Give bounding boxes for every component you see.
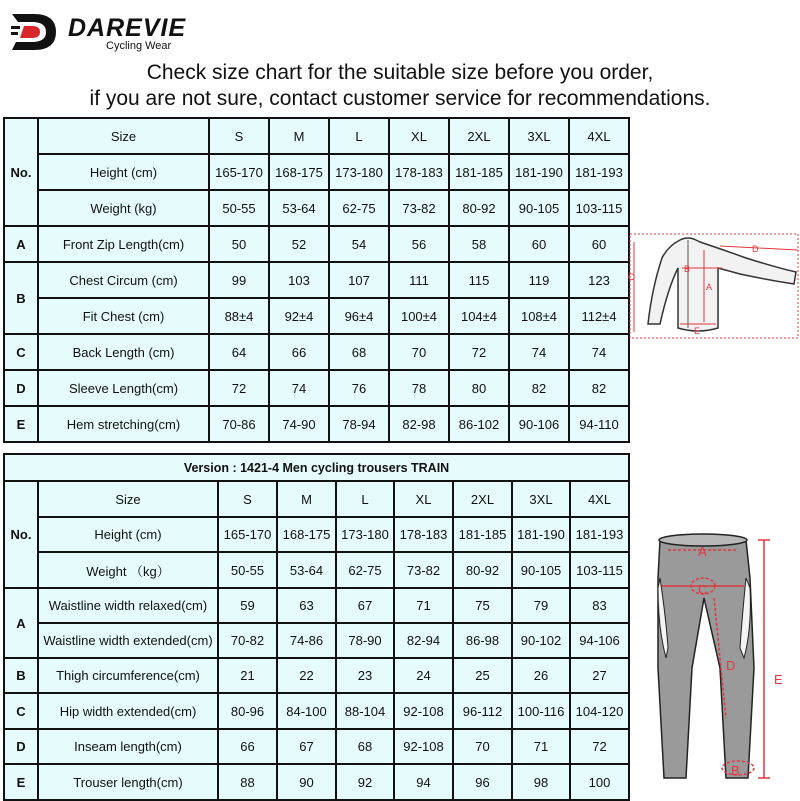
value-cell: 54 bbox=[329, 226, 389, 262]
value-cell: 82 bbox=[509, 370, 569, 406]
value-cell: 67 bbox=[277, 729, 336, 764]
value-cell: 52 bbox=[269, 226, 329, 262]
value-cell: 100-116 bbox=[512, 693, 570, 729]
measure-row-a bbox=[4, 226, 629, 262]
row-label: Waistline width relaxed(cm) bbox=[38, 588, 218, 623]
value-cell: 80-96 bbox=[218, 693, 277, 729]
measure-row-c bbox=[4, 693, 629, 729]
brand-logo bbox=[10, 10, 210, 56]
size-cell: S bbox=[218, 481, 277, 517]
value-cell: 104±4 bbox=[449, 298, 509, 334]
value-cell: 168-175 bbox=[277, 517, 336, 552]
size-cell: M bbox=[277, 481, 336, 517]
value-cell: 173-180 bbox=[329, 154, 389, 190]
value-cell: 178-183 bbox=[394, 517, 453, 552]
value-cell: 98 bbox=[512, 764, 570, 800]
trouser-label-b: B bbox=[731, 763, 740, 778]
value-cell: 181-193 bbox=[569, 154, 629, 190]
value-cell: 58 bbox=[449, 226, 509, 262]
value-cell: 96 bbox=[453, 764, 512, 800]
value-cell: 76 bbox=[329, 370, 389, 406]
value-cell: 82-98 bbox=[389, 406, 449, 442]
row-label: Hem stretching(cm) bbox=[38, 406, 209, 442]
value-cell: 80 bbox=[449, 370, 509, 406]
value-cell: 90-105 bbox=[509, 190, 569, 226]
value-cell: 103-115 bbox=[570, 552, 629, 588]
measure-row-a2 bbox=[4, 623, 629, 658]
value-cell: 92-108 bbox=[394, 729, 453, 764]
value-cell: 90 bbox=[277, 764, 336, 800]
value-cell: 74 bbox=[509, 334, 569, 370]
value-cell: 86-98 bbox=[453, 623, 512, 658]
row-label: Trouser length(cm) bbox=[38, 764, 218, 800]
value-cell: 78-94 bbox=[329, 406, 389, 442]
row-label: Front Zip Length(cm) bbox=[38, 226, 209, 262]
value-cell: 73-82 bbox=[389, 190, 449, 226]
measure-row-a1 bbox=[4, 588, 629, 623]
measure-row-b1 bbox=[4, 262, 629, 298]
trouser-label-c: C bbox=[698, 582, 708, 597]
value-cell: 70-82 bbox=[218, 623, 277, 658]
value-cell: 123 bbox=[569, 262, 629, 298]
value-cell: 181-190 bbox=[509, 154, 569, 190]
row-key: B bbox=[4, 658, 38, 693]
measure-row-d bbox=[4, 370, 629, 406]
value-cell: 68 bbox=[336, 729, 394, 764]
value-cell: 115 bbox=[449, 262, 509, 298]
size-header-row bbox=[4, 118, 629, 154]
row-label: Sleeve Length(cm) bbox=[38, 370, 209, 406]
trouser-label-e: E bbox=[774, 672, 783, 687]
value-cell: 74 bbox=[269, 370, 329, 406]
value-cell: 74 bbox=[569, 334, 629, 370]
value-cell: 71 bbox=[394, 588, 453, 623]
row-label: Height (cm) bbox=[38, 154, 209, 190]
jersey-label-a: A bbox=[706, 282, 713, 292]
value-cell: 23 bbox=[336, 658, 394, 693]
value-cell: 181-185 bbox=[449, 154, 509, 190]
measure-row-b2 bbox=[4, 298, 629, 334]
value-cell: 59 bbox=[218, 588, 277, 623]
trouser-diagram-icon bbox=[628, 528, 800, 800]
value-cell: 63 bbox=[277, 588, 336, 623]
value-cell: 181-185 bbox=[453, 517, 512, 552]
value-cell: 62-75 bbox=[329, 190, 389, 226]
value-cell: 92-108 bbox=[394, 693, 453, 729]
logo-mark-icon bbox=[10, 10, 64, 54]
value-cell: 82-94 bbox=[394, 623, 453, 658]
jersey-size-table bbox=[3, 117, 630, 443]
value-cell: 73-82 bbox=[394, 552, 453, 588]
value-cell: 181-190 bbox=[512, 517, 570, 552]
row-label: Inseam length(cm) bbox=[38, 729, 218, 764]
size-header-row bbox=[4, 481, 629, 517]
jersey-label-d: D bbox=[752, 244, 759, 254]
value-cell: 72 bbox=[209, 370, 269, 406]
value-cell: 72 bbox=[449, 334, 509, 370]
value-cell: 27 bbox=[570, 658, 629, 693]
row-label: Height (cm) bbox=[38, 517, 218, 552]
no-label: No. bbox=[4, 118, 38, 226]
version-row bbox=[4, 454, 629, 481]
value-cell: 83 bbox=[570, 588, 629, 623]
jersey-diagram-icon bbox=[628, 228, 800, 340]
value-cell: 92 bbox=[336, 764, 394, 800]
value-cell: 165-170 bbox=[218, 517, 277, 552]
row-label: Thigh circumference(cm) bbox=[38, 658, 218, 693]
value-cell: 78-90 bbox=[336, 623, 394, 658]
value-cell: 112±4 bbox=[569, 298, 629, 334]
value-cell: 60 bbox=[509, 226, 569, 262]
value-cell: 68 bbox=[329, 334, 389, 370]
value-cell: 94 bbox=[394, 764, 453, 800]
value-cell: 96±4 bbox=[329, 298, 389, 334]
value-cell: 50-55 bbox=[218, 552, 277, 588]
jersey-label-b: B bbox=[684, 264, 691, 274]
jersey-label-c: C bbox=[628, 272, 635, 282]
trouser-label-d: D bbox=[726, 658, 736, 673]
size-cell: 3XL bbox=[509, 118, 569, 154]
size-cell: XL bbox=[394, 481, 453, 517]
value-cell: 168-175 bbox=[269, 154, 329, 190]
trouser-label-a: A bbox=[698, 544, 707, 559]
jersey-label-e: E bbox=[694, 326, 701, 336]
weight-row bbox=[4, 190, 629, 226]
measure-row-c bbox=[4, 334, 629, 370]
size-cell: 2XL bbox=[453, 481, 512, 517]
value-cell: 88 bbox=[218, 764, 277, 800]
value-cell: 56 bbox=[389, 226, 449, 262]
size-cell: 3XL bbox=[512, 481, 570, 517]
value-cell: 90-102 bbox=[512, 623, 570, 658]
size-cell: M bbox=[269, 118, 329, 154]
value-cell: 84-100 bbox=[277, 693, 336, 729]
value-cell: 64 bbox=[209, 334, 269, 370]
size-cell: L bbox=[336, 481, 394, 517]
trouser-size-table bbox=[3, 453, 630, 801]
value-cell: 70-86 bbox=[209, 406, 269, 442]
row-key: C bbox=[4, 693, 38, 729]
value-cell: 99 bbox=[209, 262, 269, 298]
value-cell: 53-64 bbox=[269, 190, 329, 226]
size-cell: 2XL bbox=[449, 118, 509, 154]
headline-line-2: if you are not sure, contact customer service for recommendations. bbox=[89, 87, 711, 110]
value-cell: 78 bbox=[389, 370, 449, 406]
value-cell: 74-86 bbox=[277, 623, 336, 658]
value-cell: 25 bbox=[453, 658, 512, 693]
size-label: Size bbox=[38, 118, 209, 154]
brand-name: DAREVIE bbox=[68, 14, 187, 42]
value-cell: 79 bbox=[512, 588, 570, 623]
measure-row-d bbox=[4, 729, 629, 764]
measure-row-e bbox=[4, 406, 629, 442]
measure-row-e bbox=[4, 764, 629, 800]
value-cell: 86-102 bbox=[449, 406, 509, 442]
value-cell: 88±4 bbox=[209, 298, 269, 334]
value-cell: 50-55 bbox=[209, 190, 269, 226]
row-label: Back Length (cm) bbox=[38, 334, 209, 370]
row-label: Hip width extended(cm) bbox=[38, 693, 218, 729]
value-cell: 119 bbox=[509, 262, 569, 298]
no-label: No. bbox=[4, 481, 38, 588]
weight-row bbox=[4, 552, 629, 588]
value-cell: 173-180 bbox=[336, 517, 394, 552]
headline-line-1: Check size chart for the suitable size before you order, bbox=[146, 61, 654, 84]
row-label: Weight (kg) bbox=[38, 190, 209, 226]
row-key: E bbox=[4, 764, 38, 800]
value-cell: 82 bbox=[569, 370, 629, 406]
size-cell: 4XL bbox=[569, 118, 629, 154]
value-cell: 66 bbox=[218, 729, 277, 764]
measure-row-b bbox=[4, 658, 629, 693]
row-label: Waistline width extended(cm) bbox=[38, 623, 218, 658]
value-cell: 67 bbox=[336, 588, 394, 623]
value-cell: 111 bbox=[389, 262, 449, 298]
height-row bbox=[4, 154, 629, 190]
value-cell: 72 bbox=[570, 729, 629, 764]
value-cell: 75 bbox=[453, 588, 512, 623]
value-cell: 21 bbox=[218, 658, 277, 693]
value-cell: 22 bbox=[277, 658, 336, 693]
brand-tagline: Cycling Wear bbox=[106, 40, 172, 52]
version-title: Version : 1421-4 Men cycling trousers TRAIN bbox=[4, 454, 629, 481]
value-cell: 94-110 bbox=[569, 406, 629, 442]
value-cell: 100±4 bbox=[389, 298, 449, 334]
value-cell: 181-193 bbox=[570, 517, 629, 552]
row-key: B bbox=[4, 262, 38, 334]
size-cell: L bbox=[329, 118, 389, 154]
height-row bbox=[4, 517, 629, 552]
value-cell: 50 bbox=[209, 226, 269, 262]
value-cell: 103-115 bbox=[569, 190, 629, 226]
size-cell: 4XL bbox=[570, 481, 629, 517]
value-cell: 60 bbox=[569, 226, 629, 262]
row-key: A bbox=[4, 226, 38, 262]
row-key: D bbox=[4, 729, 38, 764]
value-cell: 62-75 bbox=[336, 552, 394, 588]
value-cell: 103 bbox=[269, 262, 329, 298]
value-cell: 66 bbox=[269, 334, 329, 370]
value-cell: 24 bbox=[394, 658, 453, 693]
value-cell: 26 bbox=[512, 658, 570, 693]
size-cell: S bbox=[209, 118, 269, 154]
row-key: D bbox=[4, 370, 38, 406]
row-label: Chest Circum (cm) bbox=[38, 262, 209, 298]
value-cell: 80-92 bbox=[449, 190, 509, 226]
value-cell: 88-104 bbox=[336, 693, 394, 729]
value-cell: 92±4 bbox=[269, 298, 329, 334]
row-key: A bbox=[4, 588, 38, 658]
value-cell: 96-112 bbox=[453, 693, 512, 729]
row-label: Weight （kg） bbox=[38, 552, 218, 588]
value-cell: 178-183 bbox=[389, 154, 449, 190]
value-cell: 71 bbox=[512, 729, 570, 764]
value-cell: 107 bbox=[329, 262, 389, 298]
value-cell: 90-105 bbox=[512, 552, 570, 588]
row-key: E bbox=[4, 406, 38, 442]
value-cell: 104-120 bbox=[570, 693, 629, 729]
row-label: Fit Chest (cm) bbox=[38, 298, 209, 334]
value-cell: 100 bbox=[570, 764, 629, 800]
value-cell: 70 bbox=[389, 334, 449, 370]
row-key: C bbox=[4, 334, 38, 370]
value-cell: 80-92 bbox=[453, 552, 512, 588]
size-cell: XL bbox=[389, 118, 449, 154]
value-cell: 53-64 bbox=[277, 552, 336, 588]
value-cell: 70 bbox=[453, 729, 512, 764]
size-label: Size bbox=[38, 481, 218, 517]
value-cell: 94-106 bbox=[570, 623, 629, 658]
value-cell: 165-170 bbox=[209, 154, 269, 190]
value-cell: 108±4 bbox=[509, 298, 569, 334]
value-cell: 90-106 bbox=[509, 406, 569, 442]
value-cell: 74-90 bbox=[269, 406, 329, 442]
